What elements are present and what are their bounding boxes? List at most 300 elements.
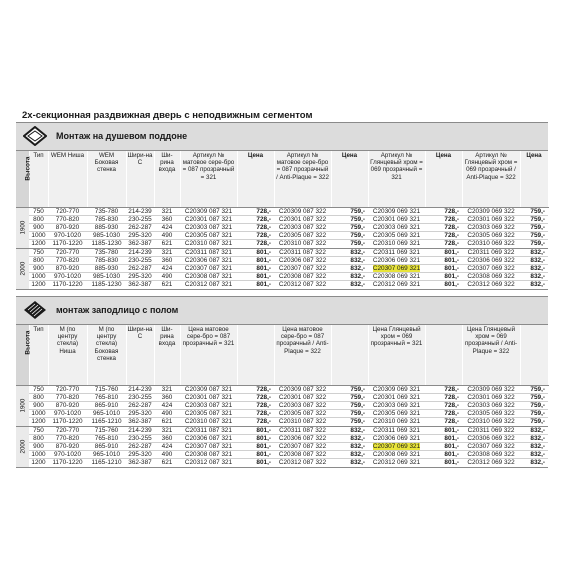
cell-text: 214-239 — [128, 248, 152, 256]
cell-text: C20311 087 322 — [279, 426, 326, 434]
cell-text: 759,- — [530, 393, 545, 401]
table-cell — [29, 240, 48, 248]
cell-text: 230-255 — [128, 256, 152, 264]
table-cell — [126, 215, 154, 223]
table-cell — [126, 256, 154, 264]
table-cell — [462, 442, 520, 450]
cell-text: C20308 087 322 — [278, 273, 327, 281]
height-group-cell — [16, 385, 29, 426]
cell-text: 759,- — [350, 223, 365, 231]
cell-text: 759,- — [530, 232, 545, 240]
table-cell — [462, 232, 520, 240]
table-cell — [368, 223, 425, 231]
cell-text: C20301 087 322 — [278, 393, 327, 401]
table-cell — [29, 256, 48, 264]
price-cell — [425, 401, 462, 409]
cell-text: C20308 069 321 — [372, 273, 421, 281]
table-cell — [126, 207, 154, 215]
table-cell — [87, 264, 126, 272]
column-header-type: Тип — [29, 325, 48, 385]
cell-text: C20301 087 322 — [278, 215, 327, 223]
price-cell — [520, 223, 548, 231]
cell-text: 759,- — [350, 401, 365, 409]
column-header-width-entry: Ши-рина входа — [154, 151, 180, 207]
price-table — [16, 325, 549, 468]
cell-text: 715-760 — [94, 426, 119, 434]
cell-text: 885-930 — [94, 264, 119, 272]
cell-text: C20312 069 321 — [372, 459, 421, 467]
cell-text: 759,- — [350, 232, 365, 240]
table-cell — [48, 451, 87, 459]
section-header — [16, 122, 548, 151]
table-cell — [368, 232, 425, 240]
price-cell — [237, 281, 274, 289]
table-body — [16, 385, 548, 467]
price-cell — [331, 256, 368, 264]
table-cell — [87, 256, 126, 264]
table-cell — [368, 418, 425, 426]
cell-text: 295-320 — [128, 273, 152, 281]
cell-text: 770-820 — [55, 256, 80, 264]
table-cell — [154, 410, 180, 418]
table-cell — [368, 248, 425, 256]
table-cell — [87, 393, 126, 401]
table-cell — [274, 426, 331, 434]
cell-text: C20311 069 321 — [373, 426, 420, 434]
cell-text: 801,- — [444, 451, 459, 459]
cell-text: 728,- — [444, 401, 459, 409]
cell-text: 295-320 — [128, 410, 152, 418]
table-cell — [29, 207, 48, 215]
cell-text: 759,- — [530, 207, 545, 215]
table-cell — [180, 418, 237, 426]
price-cell — [520, 451, 548, 459]
cell-text: 770-820 — [55, 215, 80, 223]
table-cell — [29, 232, 48, 240]
cell-text: 321 — [161, 385, 173, 393]
table-cell — [180, 459, 237, 467]
cell-text: 728,- — [444, 410, 459, 418]
cell-text: 870-920 — [55, 401, 80, 409]
column-header-article-1: Артикул № матовое сере-бро = 087 прозрачный = 321 — [180, 151, 237, 207]
table-cell — [274, 248, 331, 256]
column-header-article-4: Артикул № Глянцевый хром = 069 прозрачный / Anti-Plaque = 322 — [462, 151, 520, 207]
cell-text: 970-1020 — [53, 451, 81, 459]
cell-text: 230-255 — [128, 434, 152, 442]
table-cell — [462, 207, 520, 215]
cell-text: C20308 087 322 — [278, 451, 327, 459]
cell-text: 362-387 — [128, 240, 152, 248]
price-cell — [237, 459, 274, 467]
height-group-cell — [16, 207, 29, 248]
cell-text: 360 — [161, 215, 173, 223]
price-cell — [425, 442, 462, 450]
table-cell — [180, 223, 237, 231]
table-cell — [368, 434, 425, 442]
table-cell — [29, 264, 48, 272]
cell-text: 750 — [33, 248, 44, 256]
table-cell — [462, 401, 520, 409]
cell-text: 728,- — [256, 401, 271, 409]
table-cell — [126, 459, 154, 467]
table-cell — [126, 442, 154, 450]
table-cell — [462, 240, 520, 248]
cell-text: C20303 069 322 — [467, 401, 515, 409]
column-header-price-4: Цена — [520, 151, 548, 207]
cell-text: 321 — [161, 207, 173, 215]
price-cell — [237, 410, 274, 418]
table-cell — [368, 410, 425, 418]
cell-text: 885-930 — [94, 223, 119, 231]
table-cell — [87, 385, 126, 393]
price-cell — [331, 401, 368, 409]
cell-text: 832,- — [350, 434, 365, 442]
table-cell — [462, 256, 520, 264]
cell-text: C20309 087 322 — [278, 385, 327, 393]
cell-text: 832,- — [530, 442, 545, 450]
table-cell — [126, 401, 154, 409]
cell-text: 490 — [161, 273, 173, 281]
table-cell — [368, 273, 425, 281]
price-cell — [520, 273, 548, 281]
cell-text: 360 — [161, 256, 173, 264]
price-cell — [425, 256, 462, 264]
table-row — [16, 215, 548, 223]
price-cell — [520, 434, 548, 442]
cell-text: C20305 069 322 — [467, 232, 515, 240]
table-row — [16, 281, 548, 289]
cell-text: 750 — [33, 385, 44, 393]
column-header-width-entry: Ши-рина входа — [154, 325, 180, 385]
cell-text: 801,- — [256, 451, 271, 459]
cell-text: 490 — [161, 232, 173, 240]
cell-text: C20311 069 322 — [467, 248, 515, 256]
table-cell — [180, 410, 237, 418]
table-cell — [368, 459, 425, 467]
cell-text: 230-255 — [128, 215, 152, 223]
table-cell — [462, 273, 520, 281]
cell-text: 832,- — [350, 442, 365, 450]
cell-text: C20306 087 322 — [278, 434, 327, 442]
price-cell — [520, 385, 548, 393]
cell-text: 870-920 — [55, 264, 80, 272]
table-cell — [48, 410, 87, 418]
cell-text: C20306 069 321 — [372, 434, 421, 442]
cell-text: 985-1030 — [92, 232, 120, 240]
table-cell — [126, 264, 154, 272]
price-cell — [331, 442, 368, 450]
height-group-label: 2000 — [19, 261, 27, 276]
cell-text: 832,- — [530, 451, 545, 459]
table-cell — [87, 215, 126, 223]
section-floor-flush — [16, 296, 548, 468]
cell-text: 728,- — [256, 393, 271, 401]
cell-text: 735-780 — [94, 207, 119, 215]
cell-text: 832,- — [530, 426, 545, 434]
table-row — [16, 385, 548, 393]
table-cell — [126, 240, 154, 248]
column-header-height: Высота — [16, 151, 29, 207]
cell-text: 801,- — [444, 434, 459, 442]
cell-text: 728,- — [444, 240, 459, 248]
price-cell — [237, 401, 274, 409]
cell-text: C20301 069 322 — [467, 215, 515, 223]
column-header-article-3: Артикул № Глянцевый хром = 069 прозрачный = 321 — [368, 151, 425, 207]
cell-text: C20307 087 321 — [184, 442, 233, 450]
price-cell — [520, 240, 548, 248]
column-header-price-1 — [237, 325, 274, 385]
cell-text: C20310 069 321 — [372, 240, 421, 248]
price-cell — [331, 410, 368, 418]
cell-text: 360 — [161, 434, 173, 442]
cell-text: C20301 069 321 — [372, 393, 421, 401]
price-cell — [237, 232, 274, 240]
table-cell — [274, 264, 331, 272]
cell-text: C20307 087 322 — [278, 442, 327, 450]
table-cell — [29, 223, 48, 231]
cell-text: 759,- — [530, 418, 545, 426]
cell-text: 770-820 — [55, 434, 80, 442]
table-row — [16, 426, 548, 434]
table-cell — [462, 223, 520, 231]
cell-text: 759,- — [350, 240, 365, 248]
price-cell — [425, 459, 462, 467]
table-cell — [274, 223, 331, 231]
table-cell — [87, 451, 126, 459]
cell-text: 801,- — [256, 281, 271, 289]
table-cell — [87, 281, 126, 289]
price-cell — [520, 281, 548, 289]
table-cell — [180, 451, 237, 459]
table-cell — [48, 264, 87, 272]
cell-text: 865-910 — [94, 401, 119, 409]
cell-text: 621 — [161, 240, 173, 248]
cell-text: 728,- — [256, 223, 271, 231]
price-cell — [425, 393, 462, 401]
cell-text: 720-770 — [55, 426, 80, 434]
cell-text: 785-830 — [94, 215, 119, 223]
price-cell — [425, 434, 462, 442]
table-cell — [274, 434, 331, 442]
table-cell — [368, 240, 425, 248]
cell-text: 621 — [161, 281, 173, 289]
table-cell — [87, 442, 126, 450]
price-cell — [520, 442, 548, 450]
cell-text: 321 — [161, 426, 173, 434]
cell-text: 424 — [161, 264, 173, 272]
table-cell — [154, 264, 180, 272]
cell-text: 759,- — [350, 207, 365, 215]
table-cell — [48, 418, 87, 426]
cell-text: 801,- — [256, 273, 271, 281]
cell-text: C20308 087 321 — [184, 273, 233, 281]
cell-text: 759,- — [530, 240, 545, 248]
table-cell — [462, 459, 520, 467]
table-cell — [368, 401, 425, 409]
price-cell — [331, 281, 368, 289]
height-group-cell — [16, 426, 29, 467]
price-cell — [425, 223, 462, 231]
price-cell — [520, 264, 548, 272]
price-cell — [520, 393, 548, 401]
cell-text: 728,- — [444, 385, 459, 393]
table-cell — [48, 385, 87, 393]
cell-text: C20303 069 322 — [467, 223, 515, 231]
table-cell — [87, 240, 126, 248]
cell-text: C20303 087 322 — [278, 401, 327, 409]
price-cell — [425, 207, 462, 215]
table-cell — [462, 385, 520, 393]
price-cell — [237, 248, 274, 256]
cell-text: C20311 087 322 — [279, 248, 326, 256]
table-row — [16, 207, 548, 215]
cell-text: C20309 087 321 — [184, 207, 233, 215]
cell-text: 262-287 — [128, 264, 152, 272]
cell-text: 214-239 — [128, 426, 152, 434]
price-cell — [237, 223, 274, 231]
table-cell — [154, 434, 180, 442]
cell-text: 832,- — [350, 459, 365, 467]
table-cell — [126, 385, 154, 393]
table-cell — [368, 393, 425, 401]
price-cell — [425, 385, 462, 393]
cell-text: 800 — [33, 393, 44, 401]
table-cell — [48, 273, 87, 281]
cell-text: 230-255 — [128, 393, 152, 401]
column-header-article-4: Цена Глянцевый хром = 069 прозрачный / Anti-Plaque = 322 — [462, 325, 520, 385]
cell-text: 759,- — [530, 401, 545, 409]
cell-text: 759,- — [530, 385, 545, 393]
tray-icon — [18, 123, 52, 150]
cell-text: 621 — [161, 418, 173, 426]
price-cell — [331, 207, 368, 215]
cell-text: C20301 087 321 — [184, 393, 233, 401]
table-cell — [29, 215, 48, 223]
table-cell — [154, 385, 180, 393]
cell-text: 1185-1230 — [91, 281, 122, 289]
table-cell — [48, 459, 87, 467]
table-row — [16, 264, 548, 272]
cell-text: C20307 069 322 — [467, 264, 515, 272]
cell-text: C20310 087 321 — [184, 240, 233, 248]
cell-text: 970-1020 — [53, 273, 81, 281]
table-cell — [29, 426, 48, 434]
height-group-label: 2000 — [19, 439, 27, 454]
price-cell — [331, 240, 368, 248]
price-cell — [331, 273, 368, 281]
cell-text: C20305 069 321 — [372, 232, 421, 240]
cell-text: 750 — [33, 426, 44, 434]
cell-text: 1000 — [31, 410, 46, 418]
cell-text: C20303 069 321 — [372, 223, 421, 231]
table-cell — [29, 248, 48, 256]
cell-text: 870-920 — [55, 223, 80, 231]
height-group-cell — [16, 248, 29, 289]
cell-text: C20301 069 321 — [372, 215, 421, 223]
table-cell — [154, 273, 180, 281]
cell-text: C20310 069 322 — [467, 240, 515, 248]
table-cell — [368, 207, 425, 215]
cell-text: C20307 069 321 — [372, 264, 421, 272]
price-cell — [425, 264, 462, 272]
cell-text: 801,- — [256, 248, 271, 256]
table-row — [16, 393, 548, 401]
table-cell — [274, 207, 331, 215]
table-row — [16, 248, 548, 256]
cell-text: 800 — [33, 215, 44, 223]
cell-text: 801,- — [444, 264, 459, 272]
section-title: монтаж заподлицо с полом — [56, 305, 179, 315]
table-cell — [180, 264, 237, 272]
cell-text: 801,- — [256, 442, 271, 450]
floor-flush-icon — [18, 297, 52, 324]
cell-text: 728,- — [444, 418, 459, 426]
table-cell — [180, 207, 237, 215]
cell-text: 759,- — [530, 410, 545, 418]
cell-text: 728,- — [444, 393, 459, 401]
cell-text: C20306 069 321 — [372, 256, 421, 264]
height-group-label: 1900 — [19, 220, 27, 235]
cell-text: C20306 087 321 — [184, 256, 233, 264]
cell-text: C20312 087 322 — [278, 281, 327, 289]
table-cell — [368, 264, 425, 272]
price-cell — [425, 418, 462, 426]
cell-text: 832,- — [350, 451, 365, 459]
column-header-article-2: Артикул № матовое сере-бро = 087 прозрачный / Anti-Plaque = 322 — [274, 151, 331, 207]
cell-text: 770-820 — [55, 393, 80, 401]
table-row — [16, 223, 548, 231]
cell-text: C20305 087 322 — [278, 232, 327, 240]
table-cell — [274, 459, 331, 467]
table-cell — [29, 281, 48, 289]
price-cell — [331, 434, 368, 442]
table-cell — [274, 393, 331, 401]
table-row — [16, 418, 548, 426]
table-cell — [126, 434, 154, 442]
table-cell — [87, 401, 126, 409]
cell-text: C20310 087 322 — [278, 240, 327, 248]
table-cell — [87, 434, 126, 442]
cell-text: 759,- — [350, 215, 365, 223]
table-cell — [87, 248, 126, 256]
cell-text: 800 — [33, 434, 44, 442]
price-cell — [520, 401, 548, 409]
cell-text: C20305 087 321 — [184, 410, 233, 418]
price-cell — [331, 232, 368, 240]
cell-text: 1170-1220 — [52, 459, 83, 467]
table-body — [16, 207, 548, 289]
price-cell — [425, 426, 462, 434]
cell-text: C20312 069 322 — [467, 281, 515, 289]
table-row — [16, 459, 548, 467]
table-row — [16, 434, 548, 442]
cell-text: 728,- — [256, 240, 271, 248]
table-cell — [462, 418, 520, 426]
table-cell — [154, 459, 180, 467]
table-cell — [154, 401, 180, 409]
cell-text: 720-770 — [55, 248, 80, 256]
price-cell — [331, 223, 368, 231]
cell-text: 1200 — [31, 240, 46, 248]
cell-text: 295-320 — [128, 451, 152, 459]
table-cell — [154, 248, 180, 256]
cell-text: 801,- — [444, 256, 459, 264]
table-cell — [462, 215, 520, 223]
column-header-side: WEM Боковая стенка — [87, 151, 126, 207]
column-header-side: М (по центру стекла) Боковая стенка — [87, 325, 126, 385]
table-cell — [274, 215, 331, 223]
cell-text: 424 — [161, 442, 173, 450]
